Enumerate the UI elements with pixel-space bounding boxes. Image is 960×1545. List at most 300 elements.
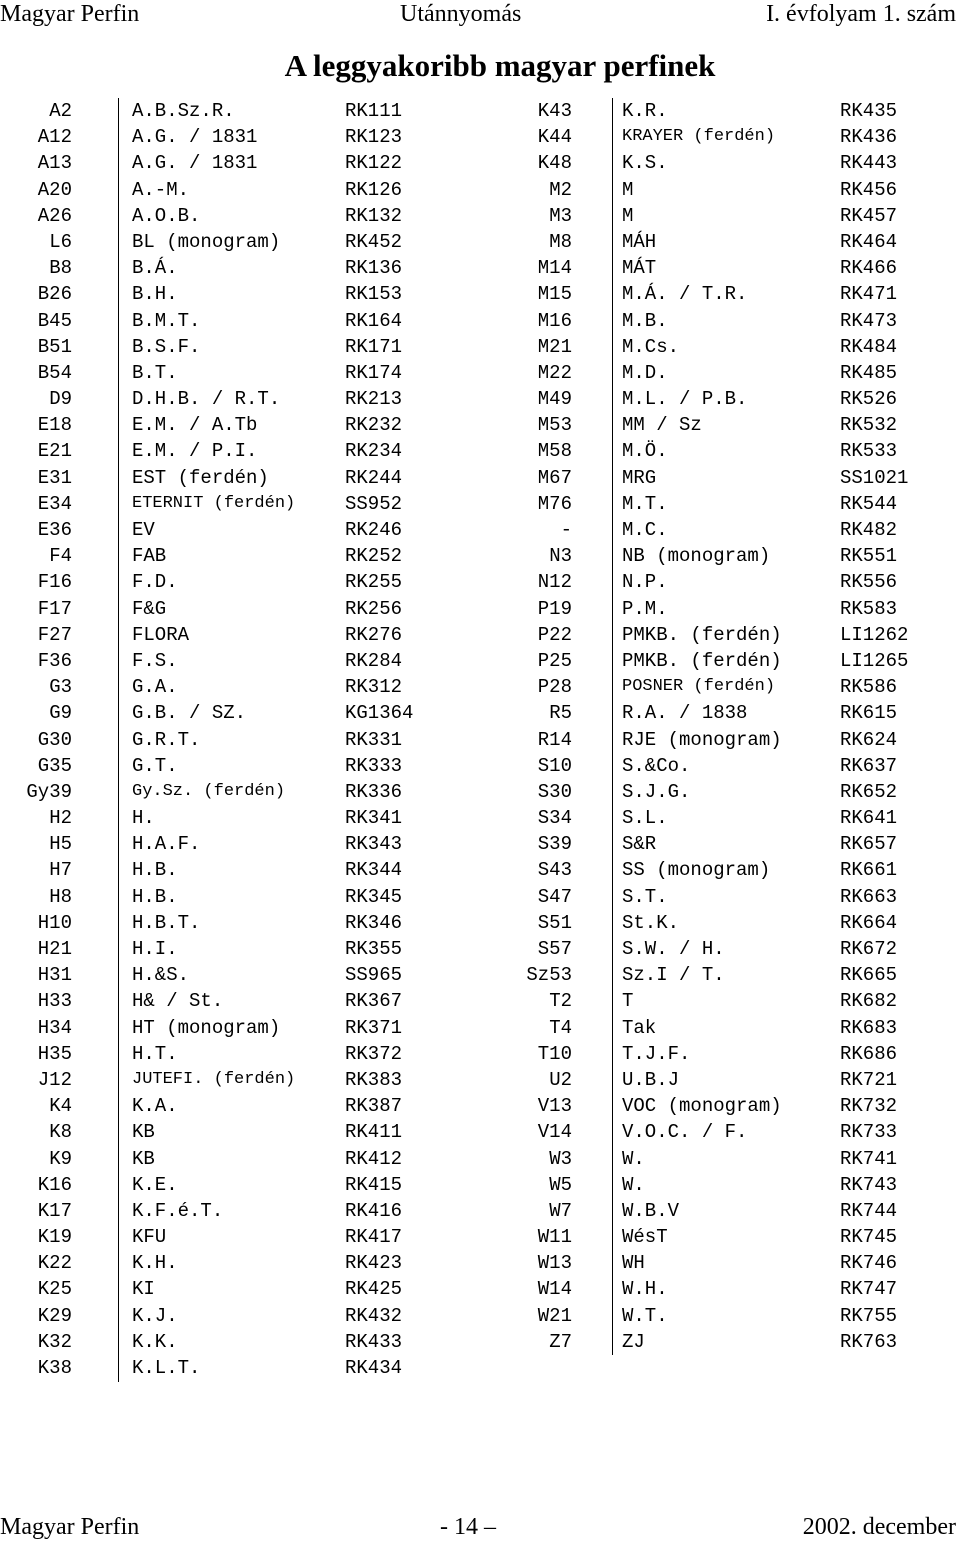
table-row [0, 438, 480, 464]
perfin-code: W5 [549, 1173, 572, 1196]
catalog-number: KG1364 [345, 702, 414, 725]
table-row [480, 857, 960, 883]
catalog-number: RK471 [840, 283, 898, 306]
perfin-code: A13 [37, 152, 72, 175]
perfin-description: K.H. [132, 1252, 178, 1275]
table-row [0, 1146, 480, 1172]
catalog-number: RK111 [345, 100, 403, 122]
perfin-code: A12 [37, 126, 72, 149]
table-row [0, 857, 480, 883]
perfin-description: KI [132, 1278, 155, 1301]
catalog-number: RK443 [840, 152, 898, 175]
table-row [480, 569, 960, 595]
perfin-code: V13 [537, 1095, 572, 1118]
table-row [0, 1329, 480, 1355]
perfin-description: G.B. / SZ. [132, 702, 247, 725]
perfin-code: M16 [537, 309, 572, 332]
perfin-code: P28 [537, 676, 572, 699]
perfin-code: H34 [37, 1016, 72, 1039]
catalog-number: LI1262 [840, 623, 909, 646]
perfin-description: M.D. [622, 361, 668, 384]
catalog-number: RK213 [345, 388, 403, 411]
catalog-number: RK484 [840, 335, 898, 358]
header-issue: I. évfolyam 1. szám [766, 1, 956, 27]
catalog-number: RK416 [345, 1199, 403, 1222]
catalog-number: RK387 [345, 1095, 403, 1118]
perfin-code: A26 [37, 204, 72, 227]
perfin-description: M.Á. / T.R. [622, 283, 748, 306]
table-row [480, 517, 960, 543]
catalog-number: RK745 [840, 1226, 898, 1249]
perfin-description: M.B. [622, 309, 668, 332]
table-row [480, 465, 960, 491]
perfin-code: K4 [49, 1095, 72, 1118]
perfin-description: K.F.é.T. [132, 1199, 224, 1222]
table-row [0, 884, 480, 910]
perfin-description: H.&S. [132, 964, 190, 987]
perfin-description: WésT [622, 1226, 668, 1249]
catalog-number: RK721 [840, 1068, 898, 1091]
perfin-description: FAB [132, 545, 167, 568]
perfin-code: S39 [537, 833, 572, 856]
perfin-description: W.T. [622, 1304, 668, 1327]
table-row [480, 491, 960, 517]
perfin-code: W11 [537, 1226, 572, 1249]
table-row [0, 988, 480, 1014]
table-row [480, 150, 960, 176]
table-row [480, 543, 960, 569]
table-row [0, 1355, 480, 1381]
table-row [480, 884, 960, 910]
perfin-code: B51 [37, 335, 72, 358]
table-row [0, 124, 480, 150]
table-row [480, 438, 960, 464]
perfin-description: B.Á. [132, 257, 178, 280]
perfin-code: J12 [37, 1068, 72, 1091]
perfin-code: L6 [49, 230, 72, 253]
perfin-description: H.B. [132, 859, 178, 882]
catalog-number: RK246 [345, 519, 403, 541]
page-header [0, 0, 960, 34]
catalog-number: RK371 [345, 1016, 403, 1039]
perfin-description: B.S.F. [132, 335, 201, 358]
table-row [0, 622, 480, 648]
perfin-code: T4 [549, 1016, 572, 1039]
catalog-number: RK425 [345, 1278, 403, 1301]
perfin-description: H.T. [132, 1042, 178, 1065]
catalog-number: RK457 [840, 204, 898, 227]
perfin-description: A.G. / 1831 [132, 126, 258, 149]
perfin-code: H31 [37, 964, 72, 987]
catalog-number: RK136 [345, 257, 403, 280]
perfin-code: R5 [549, 702, 572, 725]
perfin-description: T.J.F. [622, 1042, 691, 1065]
table-row [480, 360, 960, 386]
perfin-description: K.E. [132, 1173, 178, 1196]
perfin-code: E36 [37, 519, 72, 541]
table-row [480, 1119, 960, 1145]
table-row [0, 255, 480, 281]
perfin-description: K.J. [132, 1304, 178, 1327]
table-row [0, 334, 480, 360]
catalog-number: LI1265 [840, 649, 909, 672]
header-journal: Magyar Perfin [0, 1, 140, 27]
page-title: A leggyakoribb magyar perfinek [284, 48, 716, 83]
perfin-description: PMKB. (ferdén) [622, 649, 782, 672]
perfin-code: W14 [537, 1278, 572, 1301]
perfin-description: B.H. [132, 283, 178, 306]
footer-date: 2002. december [802, 1514, 956, 1540]
perfin-code: B54 [37, 361, 72, 384]
table-row [0, 281, 480, 307]
perfin-description: T [622, 990, 634, 1013]
catalog-number: RK333 [345, 754, 403, 777]
catalog-number: SS952 [345, 492, 403, 515]
table-row [0, 700, 480, 726]
table-row [480, 412, 960, 438]
perfin-code: K29 [37, 1304, 72, 1327]
catalog-number: RK423 [345, 1252, 403, 1275]
table-row [0, 648, 480, 674]
perfin-code: A20 [37, 178, 72, 201]
catalog-number: RK123 [345, 126, 403, 149]
perfin-code: - [560, 519, 572, 541]
catalog-number: RK663 [840, 885, 898, 908]
perfin-description: H. [132, 807, 155, 830]
perfin-description: G.T. [132, 754, 178, 777]
table-row [0, 229, 480, 255]
perfin-code: K44 [537, 126, 572, 149]
perfin-description: MRG [622, 466, 657, 489]
perfin-description: W.H. [622, 1278, 668, 1301]
perfin-description: M.T. [622, 492, 668, 515]
table-row [0, 962, 480, 988]
perfin-code: M15 [537, 283, 572, 306]
table-row [480, 700, 960, 726]
perfin-code: P25 [537, 649, 572, 672]
table-row [480, 386, 960, 412]
perfin-description: St.K. [622, 911, 680, 934]
catalog-number: RK276 [345, 623, 403, 646]
perfin-description: G.A. [132, 676, 178, 699]
catalog-number: RK417 [345, 1226, 403, 1249]
perfin-code: S47 [537, 885, 572, 908]
perfin-code: V14 [537, 1121, 572, 1144]
perfin-description: K.L.T. [132, 1357, 201, 1379]
table-row [0, 1198, 480, 1224]
catalog-number: RK345 [345, 885, 403, 908]
perfin-code: P19 [537, 597, 572, 620]
perfin-description: M [622, 204, 634, 227]
perfin-code: K8 [49, 1121, 72, 1144]
perfin-description: POSNER (ferdén) [622, 677, 776, 697]
table-row [480, 177, 960, 203]
perfin-code: H10 [37, 911, 72, 934]
table-row [0, 177, 480, 203]
perfin-code: F16 [37, 571, 72, 594]
table-row [0, 727, 480, 753]
perfin-description: B.T. [132, 361, 178, 384]
perfin-description: EST (ferdén) [132, 466, 269, 489]
perfin-code: B8 [49, 257, 72, 280]
table-row [0, 936, 480, 962]
table-row [0, 465, 480, 491]
catalog-number: RK244 [345, 466, 403, 489]
table-row [0, 1067, 480, 1093]
catalog-number: RK456 [840, 178, 898, 201]
catalog-number: RK132 [345, 204, 403, 227]
perfin-code: H8 [49, 885, 72, 908]
catalog-number: RK544 [840, 492, 898, 515]
perfin-code: E21 [37, 440, 72, 463]
catalog-number: RK122 [345, 152, 403, 175]
perfin-description: HT (monogram) [132, 1016, 281, 1039]
catalog-number: RK367 [345, 990, 403, 1013]
perfin-code: S10 [537, 754, 572, 777]
perfin-description: NB (monogram) [622, 545, 771, 568]
catalog-number: RK153 [345, 283, 403, 306]
perfin-description: RJE (monogram) [622, 728, 782, 751]
perfin-description: Gy.Sz. (ferdén) [132, 781, 286, 801]
table-row [0, 1250, 480, 1276]
perfin-code: W3 [549, 1147, 572, 1170]
catalog-number: RK341 [345, 807, 403, 830]
table-row [480, 727, 960, 753]
perfin-description: Tak [622, 1016, 657, 1039]
catalog-number: RK126 [345, 178, 403, 201]
catalog-number: RK372 [345, 1042, 403, 1065]
table-row [0, 753, 480, 779]
perfin-code: W7 [549, 1199, 572, 1222]
perfin-description: H.B.T. [132, 911, 201, 934]
catalog-number: RK741 [840, 1147, 898, 1170]
catalog-number: RK252 [345, 545, 403, 568]
page-footer [0, 1512, 960, 1545]
perfin-table-left [0, 98, 480, 1381]
perfin-description: F.S. [132, 649, 178, 672]
table-row [0, 596, 480, 622]
perfin-code: M76 [537, 492, 572, 515]
catalog-number: RK256 [345, 597, 403, 620]
perfin-description: VOC (monogram) [622, 1095, 782, 1118]
catalog-number: RK343 [345, 833, 403, 856]
catalog-number: RK383 [345, 1068, 403, 1091]
perfin-code: F27 [37, 623, 72, 646]
perfin-code: G35 [37, 754, 72, 777]
perfin-description: M.Ö. [622, 440, 668, 463]
perfin-description: M.L. / P.B. [622, 388, 748, 411]
catalog-number: RK482 [840, 519, 898, 541]
catalog-number: RK682 [840, 990, 898, 1013]
perfin-description: KB [132, 1147, 155, 1170]
perfin-description: E.M. / P.I. [132, 440, 258, 463]
perfin-description: N.P. [622, 571, 668, 594]
table-row [480, 674, 960, 700]
perfin-code: H2 [49, 807, 72, 830]
catalog-number: SS1021 [840, 466, 909, 489]
table-row [0, 910, 480, 936]
table-row [0, 386, 480, 412]
perfin-code: E18 [37, 414, 72, 437]
table-row [480, 98, 960, 124]
catalog-number: RK164 [345, 309, 403, 332]
perfin-code: H33 [37, 990, 72, 1013]
table-row [0, 1119, 480, 1145]
table-row [480, 203, 960, 229]
perfin-code: P22 [537, 623, 572, 646]
catalog-number: RK234 [345, 440, 403, 463]
catalog-number: RK664 [840, 911, 898, 934]
catalog-number: RK415 [345, 1173, 403, 1196]
perfin-code: F4 [49, 545, 72, 568]
perfin-code: Z7 [549, 1330, 572, 1353]
catalog-number: SS965 [345, 964, 403, 987]
perfin-code: B45 [37, 309, 72, 332]
perfin-code: K38 [37, 1357, 72, 1379]
perfin-code: N12 [537, 571, 572, 594]
perfin-description: Sz.I / T. [622, 964, 725, 987]
table-row [480, 1172, 960, 1198]
perfin-description: SS (monogram) [622, 859, 771, 882]
perfin-code: M22 [537, 361, 572, 384]
table-row [480, 1250, 960, 1276]
catalog-number: RK743 [840, 1173, 898, 1196]
catalog-number: RK733 [840, 1121, 898, 1144]
catalog-number: RK533 [840, 440, 898, 463]
table-row [480, 1329, 960, 1355]
perfin-code: N3 [549, 545, 572, 568]
perfin-code: K48 [537, 152, 572, 175]
table-row [0, 543, 480, 569]
perfin-code: T2 [549, 990, 572, 1013]
catalog-number: RK312 [345, 676, 403, 699]
perfin-code: H5 [49, 833, 72, 856]
table-row [480, 281, 960, 307]
catalog-number: RK672 [840, 938, 898, 960]
catalog-number: RK464 [840, 230, 898, 253]
table-row [0, 831, 480, 857]
perfin-description: MM / Sz [622, 414, 702, 437]
catalog-number: RK232 [345, 414, 403, 437]
catalog-number: RK657 [840, 833, 898, 856]
perfin-description: H& / St. [132, 990, 224, 1013]
perfin-code: R14 [537, 728, 572, 751]
table-row [0, 1303, 480, 1329]
table-row [0, 98, 480, 124]
table-row [480, 1198, 960, 1224]
perfin-description: EV [132, 519, 155, 541]
perfin-description: W.B.V [622, 1199, 680, 1222]
perfin-description: F&G [132, 597, 167, 620]
table-row [0, 569, 480, 595]
table-row [480, 805, 960, 831]
perfin-code: T10 [537, 1042, 572, 1065]
catalog-number: RK744 [840, 1199, 898, 1222]
table-row [0, 1172, 480, 1198]
perfin-code: K22 [37, 1252, 72, 1275]
perfin-code: U2 [549, 1068, 572, 1091]
catalog-number: RK485 [840, 361, 898, 384]
perfin-code: D9 [49, 388, 72, 411]
table-row [0, 1015, 480, 1041]
perfin-code: G9 [49, 702, 72, 725]
table-row [480, 910, 960, 936]
perfin-description: S.J.G. [622, 780, 691, 803]
table-row [0, 1093, 480, 1119]
table-row [480, 124, 960, 150]
perfin-description: FLORA [132, 623, 190, 646]
table-row [480, 1303, 960, 1329]
catalog-number: RK637 [840, 754, 898, 777]
perfin-description: M.C. [622, 519, 668, 541]
perfin-code: W13 [537, 1252, 572, 1275]
perfin-code: M67 [537, 466, 572, 489]
table-row [480, 962, 960, 988]
perfin-code: M49 [537, 388, 572, 411]
perfin-code: S34 [537, 807, 572, 830]
perfin-code: S30 [537, 780, 572, 803]
catalog-number: RK763 [840, 1330, 898, 1353]
perfin-code: F36 [37, 649, 72, 672]
perfin-description: KB [132, 1121, 155, 1144]
catalog-number: RK526 [840, 388, 898, 411]
table-row [0, 203, 480, 229]
perfin-code: K43 [537, 100, 572, 122]
catalog-number: RK331 [345, 728, 403, 751]
perfin-description: W. [622, 1147, 645, 1170]
perfin-description: F.D. [132, 571, 178, 594]
perfin-description: G.R.T. [132, 728, 201, 751]
header-section: Utánnyomás [400, 1, 522, 27]
catalog-number: RK683 [840, 1016, 898, 1039]
table-row [480, 1041, 960, 1067]
perfin-code: M58 [537, 440, 572, 463]
table-row [0, 150, 480, 176]
table-row [480, 229, 960, 255]
table-row [480, 753, 960, 779]
catalog-number: RK732 [840, 1095, 898, 1118]
perfin-description: H.A.F. [132, 833, 201, 856]
perfin-code: G3 [49, 676, 72, 699]
catalog-number: RK452 [345, 230, 403, 253]
catalog-number: RK556 [840, 571, 898, 594]
perfin-description: S.L. [622, 807, 668, 830]
perfin-code: G30 [37, 728, 72, 751]
catalog-number: RK434 [345, 1357, 403, 1379]
perfin-code: F17 [37, 597, 72, 620]
table-row [480, 1146, 960, 1172]
catalog-number: RK686 [840, 1042, 898, 1065]
catalog-number: RK433 [345, 1330, 403, 1353]
perfin-description: S.W. / H. [622, 938, 725, 960]
perfin-description: S.&Co. [622, 754, 691, 777]
catalog-number: RK586 [840, 676, 898, 699]
perfin-code: H35 [37, 1042, 72, 1065]
catalog-number: RK747 [840, 1278, 898, 1301]
perfin-code: Sz53 [526, 964, 572, 987]
perfin-description: A.B.Sz.R. [132, 100, 235, 122]
perfin-description: K.A. [132, 1095, 178, 1118]
table-row [0, 1041, 480, 1067]
table-row [0, 491, 480, 517]
perfin-description: D.H.B. / R.T. [132, 388, 281, 411]
perfin-description: A.G. / 1831 [132, 152, 258, 175]
perfin-code: E34 [37, 492, 72, 515]
catalog-number: RK344 [345, 859, 403, 882]
perfin-description: M [622, 178, 634, 201]
table-row [480, 779, 960, 805]
perfin-code: A2 [49, 100, 72, 122]
